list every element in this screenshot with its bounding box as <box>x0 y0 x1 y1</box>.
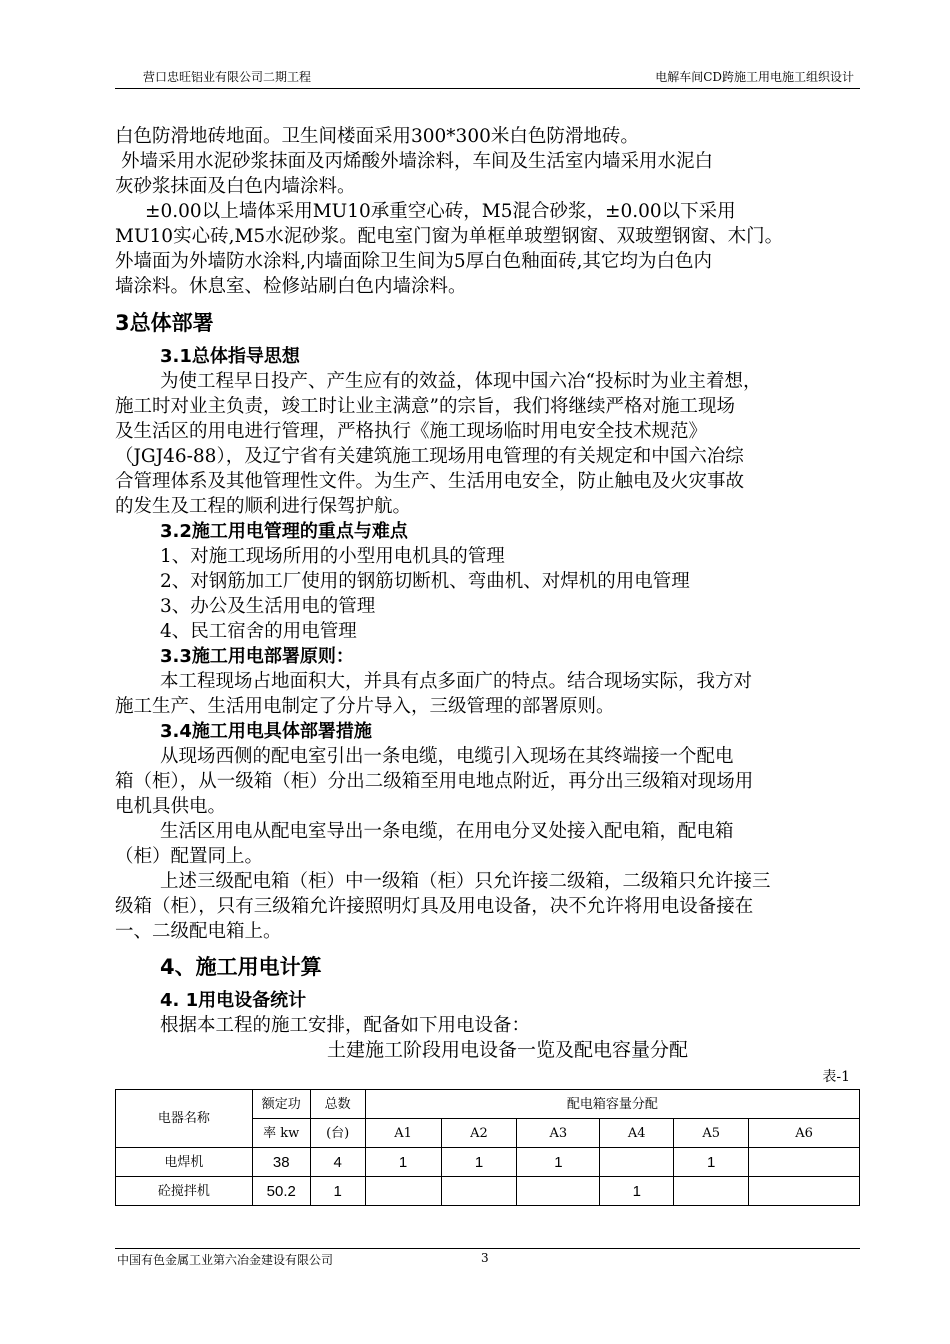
paragraph: 从现场西侧的配电室引出一条电缆，电缆引入现场在其终端接一个配电 <box>160 746 734 767</box>
table-cell <box>517 1177 600 1206</box>
table-cell: 4 <box>310 1148 365 1177</box>
paragraph: MU10实心砖,M5水泥砂浆。配电室门窗为单框单玻塑钢窗、双玻塑钢窗、木门。 <box>115 226 784 247</box>
page-footer <box>115 1248 860 1267</box>
list-item: 1、对施工现场所用的小型用电机具的管理 <box>160 546 505 567</box>
header-cell: 率 kw <box>252 1119 310 1148</box>
paragraph: 箱（柜），从一级箱（柜）分出二级箱至用电地点附近，再分出三级箱对现场用 <box>115 771 754 792</box>
list-item: 3、办公及生活用电的管理 <box>160 596 376 617</box>
paragraph: 外墙面为外墙防水涂料,内墙面除卫生间为5厚白色釉面砖,其它均为白色内 <box>115 251 713 272</box>
table-cell: 电焊机 <box>116 1148 253 1177</box>
subsection-heading: 3.3施工用电部署原则： <box>160 646 354 667</box>
header-project: 营口忠旺铝业有限公司二期工程 <box>143 70 312 84</box>
paragraph: 施工时对业主负责，竣工时让业主满意”的宗旨，我们将继续严格对施工现场 <box>115 396 735 417</box>
table-cell: 1 <box>674 1148 749 1177</box>
paragraph: 及生活区的用电进行管理，严格执行《施工现场临时用电安全技术规范》 <box>115 421 708 442</box>
table-caption: 土建施工阶段用电设备一览及配电容量分配 <box>326 1039 688 1061</box>
table-cell: 砼搅拌机 <box>116 1177 253 1206</box>
table-row <box>116 1177 860 1206</box>
subsection-heading: 3.1总体指导思想 <box>160 346 300 367</box>
header-cell: 电器名称 <box>116 1090 253 1148</box>
table-cell: 1 <box>600 1177 674 1206</box>
table-cell <box>600 1148 674 1177</box>
section-heading: 3总体部署 <box>115 311 214 335</box>
header-cell: A6 <box>749 1119 860 1148</box>
subsection-heading: 3.2施工用电管理的重点与难点 <box>160 521 408 542</box>
header-cell: 配电箱容量分配 <box>365 1090 859 1119</box>
footer-company: 中国有色金属工业第六冶金建设有限公司 <box>117 1253 334 1267</box>
table-number: 表-1 <box>822 1069 850 1085</box>
document-body <box>115 124 860 1206</box>
paragraph: （JGJ46-88），及辽宁省有关建筑施工现场用电管理的有关规定和中国六冶综 <box>115 446 744 467</box>
header-cell: (台) <box>310 1119 365 1148</box>
header-doc-title: 电解车间CD跨施工用电施工组织设计 <box>655 70 854 84</box>
paragraph: 外墙采用水泥砂浆抹面及丙烯酸外墙涂料，车间及生活室内墙采用水泥白 <box>121 151 714 172</box>
page-number: 3 <box>481 1251 489 1265</box>
subsection-heading: 4. 1用电设备统计 <box>160 990 307 1011</box>
paragraph: 合管理体系及其他管理性文件。为生产、生活用电安全，防止触电及火灾事故 <box>115 471 745 492</box>
paragraph: 一、二级配电箱上。 <box>115 921 282 942</box>
subsection-heading: 3.4施工用电具体部署措施 <box>160 721 372 742</box>
table-cell <box>749 1177 860 1206</box>
paragraph: 根据本工程的施工安排，配备如下用电设备： <box>160 1015 531 1036</box>
table-cell <box>441 1177 517 1206</box>
table-cell: 1 <box>517 1148 600 1177</box>
table-row <box>116 1148 860 1177</box>
table-cell: 1 <box>310 1177 365 1206</box>
paragraph: 施工生产、生活用电制定了分片导入，三级管理的部署原则。 <box>115 696 615 717</box>
paragraph: 上述三级配电箱（柜）中一级箱（柜）只允许接二级箱，二级箱只允许接三 <box>160 871 771 892</box>
paragraph: 白色防滑地砖地面。卫生间楼面采用300*300米白色防滑地砖。 <box>115 126 639 147</box>
table-cell: 1 <box>365 1148 441 1177</box>
header-cell: A1 <box>365 1119 441 1148</box>
paragraph: ±0.00以上墙体采用MU10承重空心砖，M5混合砂浆，±0.00以下采用 <box>145 201 736 222</box>
paragraph: 为使工程早日投产、产生应有的效益，体现中国六冶“投标时为业主着想， <box>160 371 762 392</box>
paragraph: 墙涂料。休息室、检修站刷白色内墙涂料。 <box>115 276 467 297</box>
paragraph: 级箱（柜），只有三级箱允许接照明灯具及用电设备，决不允许将用电设备接在 <box>115 896 754 917</box>
list-item: 4、民工宿舍的用电管理 <box>160 621 357 642</box>
paragraph: 生活区用电从配电室导出一条电缆，在用电分叉处接入配电箱，配电箱 <box>160 821 734 842</box>
paragraph: 本工程现场占地面积大，并具有点多面广的特点。结合现场实际，我方对 <box>160 671 753 692</box>
section-heading: 4、施工用电计算 <box>160 955 322 979</box>
paragraph: （柜）配置同上。 <box>115 846 264 867</box>
paragraph: 灰砂浆抹面及白色内墙涂料。 <box>115 176 356 197</box>
header-cell: 总数 <box>310 1090 365 1119</box>
table-cell <box>674 1177 749 1206</box>
paragraph: 的发生及工程的顺利进行保驾护航。 <box>115 496 412 517</box>
header-cell: A2 <box>441 1119 517 1148</box>
list-item: 2、对钢筋加工厂使用的钢筋切断机、弯曲机、对焊机的用电管理 <box>160 571 690 592</box>
table-cell: 38 <box>252 1148 310 1177</box>
header-cell: A4 <box>600 1119 674 1148</box>
table-cell <box>365 1177 441 1206</box>
header-cell: 额定功 <box>252 1090 310 1119</box>
paragraph: 电机具供电。 <box>115 796 227 817</box>
equipment-table <box>115 1089 860 1206</box>
page-header <box>115 66 860 89</box>
table-cell: 1 <box>441 1148 517 1177</box>
table-cell <box>749 1148 860 1177</box>
header-cell: A5 <box>674 1119 749 1148</box>
table-cell: 50.2 <box>252 1177 310 1206</box>
header-cell: A3 <box>517 1119 600 1148</box>
